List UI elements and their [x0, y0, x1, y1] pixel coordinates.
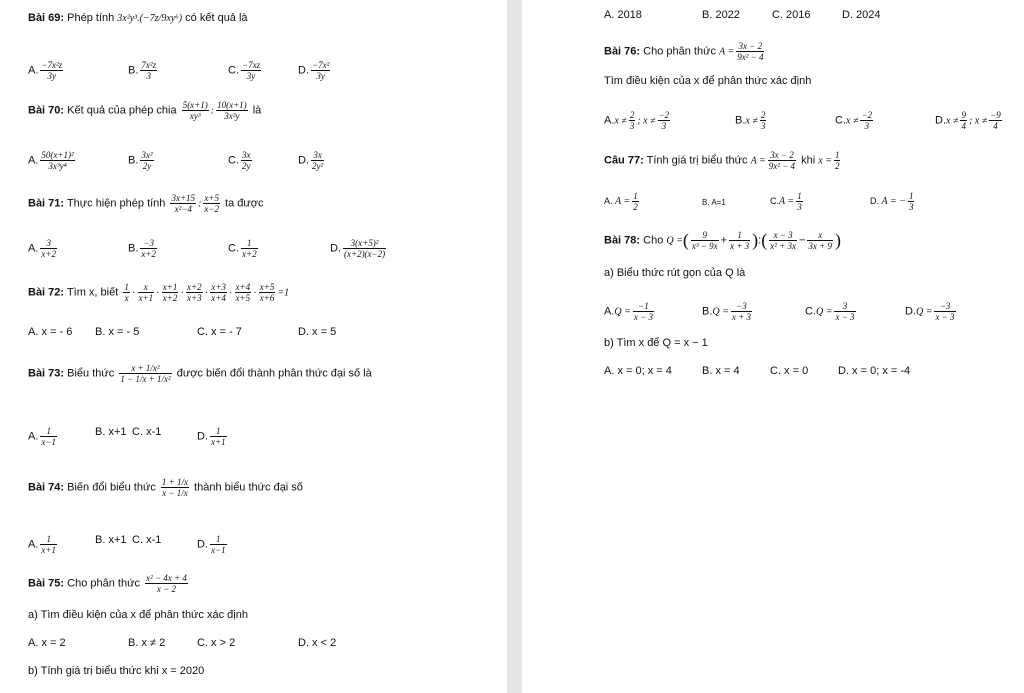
option-key: B. — [128, 242, 139, 255]
math-text: Q = — [614, 306, 631, 318]
numerator: 1 — [797, 191, 802, 201]
fraction — [960, 110, 967, 131]
numerator: 1 — [247, 238, 252, 248]
problem-text: Tìm x, biết — [66, 286, 119, 299]
numerator: x — [143, 282, 148, 292]
option-value: x+1 — [108, 534, 127, 546]
fraction — [40, 534, 57, 555]
option-key: C. — [228, 64, 239, 77]
option-key: B. — [702, 198, 710, 207]
problem-label: Bài 72: — [28, 286, 65, 299]
fraction — [210, 426, 227, 447]
subquestion-b: b) Tính giá trị biểu thức khi x = 2020 — [28, 665, 205, 677]
problem-label: Bài 76: — [604, 45, 641, 58]
problem-label: Bài 73: — [28, 367, 65, 380]
math-lhs: A = — [750, 155, 766, 167]
numerator: 1 — [737, 230, 742, 240]
numerator: −3 — [736, 301, 747, 311]
fraction — [186, 282, 203, 303]
denominator: x+2 — [242, 249, 257, 259]
denominator: 3 — [140, 70, 157, 81]
denominator: 2 — [633, 202, 638, 212]
option-key: C. — [228, 154, 239, 167]
denominator: 4 — [989, 120, 1002, 131]
denominator: 3 — [860, 120, 873, 131]
numerator: x+2 — [187, 282, 202, 292]
option-a[interactable] — [28, 534, 59, 555]
numerator: 5(x+1) — [182, 100, 208, 110]
denominator: x + 3 — [731, 312, 751, 322]
option-a[interactable] — [28, 238, 59, 259]
option-key: D. — [330, 242, 341, 255]
fraction — [170, 193, 196, 214]
fraction — [259, 282, 276, 303]
numerator: x+4 — [235, 282, 251, 292]
denominator: (x+2)(x−2) — [344, 249, 386, 259]
math-text: Q = — [712, 306, 729, 318]
numerator: 3(x+5)² — [350, 238, 379, 248]
option-key: B. — [735, 114, 746, 127]
option-key: D. — [870, 195, 879, 206]
option-d[interactable] — [298, 60, 332, 81]
problem-73 — [28, 363, 372, 384]
problem-label: Bài 75: — [28, 577, 65, 590]
fraction — [731, 301, 752, 322]
option-c[interactable]: C. x > 2 — [197, 637, 236, 649]
fraction — [729, 230, 750, 251]
problem-text-tail: ta được — [225, 197, 264, 210]
problem-74 — [28, 477, 303, 498]
option-key: A. — [28, 64, 39, 77]
option-a[interactable] — [604, 110, 672, 131]
numerator: −2 — [861, 110, 873, 120]
problem-text: Kết quả của phép chia — [67, 104, 177, 117]
fraction — [632, 191, 639, 212]
fraction — [216, 100, 248, 121]
numerator: 2 — [760, 110, 766, 120]
option-a[interactable]: A. x = 2 — [28, 637, 66, 649]
problem-text: Biểu thức — [67, 367, 115, 380]
denominator: 9x² − 4 — [768, 161, 796, 171]
option-c[interactable]: C. x = 0 — [770, 365, 809, 377]
fraction — [210, 534, 227, 555]
denominator: 3 — [797, 202, 802, 212]
option-key: A. — [28, 154, 39, 167]
problem-label: Bài 74: — [28, 481, 65, 494]
denominator: 3 — [908, 202, 914, 212]
math-lhs: A = — [719, 46, 735, 58]
question-text: Tìm điều kiện của x để phân thức xác định — [604, 75, 812, 87]
option-key: C. — [805, 305, 816, 318]
math-text: A = — [779, 195, 795, 207]
numerator: 3x − 2 — [738, 41, 763, 51]
fraction — [162, 282, 179, 303]
denominator: x − 3 — [835, 312, 855, 322]
math-text: x ≠ — [614, 115, 627, 127]
option-b[interactable] — [735, 110, 768, 131]
problem-text: Cho phân thức — [643, 45, 716, 58]
option-b[interactable] — [702, 196, 726, 209]
fraction — [908, 191, 915, 212]
option-key: D. — [935, 114, 946, 127]
option-c[interactable] — [228, 150, 254, 171]
option-value: A=1 — [711, 198, 726, 207]
numerator: 3x — [313, 150, 322, 160]
numerator: x − 3 — [773, 230, 793, 240]
numerator: −7x²z — [41, 60, 63, 70]
denominator: 9x² − 4 — [737, 52, 764, 62]
option-key: C. — [228, 242, 239, 255]
option-key: A. — [604, 114, 615, 127]
option-b[interactable]: B. x = 4 — [702, 365, 740, 377]
fraction — [311, 60, 330, 81]
math-text: x ≠ — [846, 115, 859, 127]
fraction — [860, 110, 873, 131]
problem-77 — [604, 150, 842, 171]
option-d[interactable] — [197, 534, 229, 555]
denominator: 2y² — [312, 161, 324, 171]
denominator: 3 — [760, 121, 766, 131]
numerator: 2 — [629, 110, 635, 120]
denominator: x−1 — [211, 545, 226, 555]
problem-text: Phép tính — [67, 12, 115, 24]
problem-text-tail: được biến đổi thành phân thức đại số là — [176, 367, 372, 380]
condition: x = — [818, 155, 832, 167]
problem-text: Cho phân thức — [67, 577, 140, 590]
fraction — [934, 301, 955, 322]
denominator: 3x²y — [216, 110, 248, 121]
denominator: 3x + 9 — [808, 241, 832, 251]
problem-label: Bài 78: — [604, 234, 641, 247]
math-text: Q = — [916, 306, 933, 318]
fraction — [40, 150, 74, 171]
fraction — [311, 150, 324, 171]
math-text: x ≠ — [946, 115, 959, 127]
option-value: x-1 — [146, 534, 162, 546]
option-a[interactable] — [28, 150, 77, 171]
denominator: 3x³y⁴ — [40, 160, 74, 171]
equation-rhs: =1 — [277, 287, 290, 299]
problem-76 — [604, 41, 766, 62]
fraction — [241, 238, 258, 259]
denominator: x²−4 — [170, 203, 196, 214]
problem-text-tail: thành biểu thức đại số — [194, 481, 303, 494]
numerator: 1 — [633, 191, 638, 201]
option-d[interactable]: D. 2024 — [842, 9, 881, 21]
problem-78: Bài 78: Cho Q =( $\frac{9}{\text{x³ − 9x}}$ + $\frac{1}{x + 3}$ ):( $\frac{x - 3}{\text{x² + 3x}}$ − $\frac{x}{3x + 9}$ ) — [604, 230, 841, 251]
denominator: 2y — [140, 160, 153, 171]
option-key: D. — [197, 430, 208, 443]
option-c[interactable] — [228, 60, 263, 81]
option-b[interactable]: B. x = - 5 — [95, 326, 140, 338]
option-c[interactable] — [228, 238, 260, 259]
denominator: x+1 — [211, 437, 226, 447]
numerator: 1 — [124, 282, 129, 292]
option-key: C. — [835, 114, 846, 127]
option-a[interactable] — [604, 191, 641, 212]
denominator: x − 2 — [145, 583, 188, 594]
option-key: B. — [128, 154, 139, 167]
problem-69 — [28, 12, 248, 25]
option-key: B. — [702, 305, 713, 318]
option-c[interactable]: C. x = - 7 — [197, 326, 242, 338]
option-key: B. — [128, 64, 139, 77]
denominator: 4 — [961, 121, 966, 131]
option-a[interactable] — [28, 426, 59, 447]
option-d[interactable] — [330, 238, 388, 259]
numerator: 3x − 2 — [770, 150, 794, 160]
fraction — [807, 230, 833, 251]
numerator: −2 — [658, 110, 670, 120]
numerator: x+3 — [211, 282, 226, 292]
fraction — [241, 60, 261, 81]
option-value: x+1 — [108, 426, 127, 438]
fraction — [138, 282, 155, 303]
fraction — [736, 41, 764, 62]
problem-label: Bài 69: — [28, 12, 65, 24]
numerator: −1 — [638, 301, 649, 311]
math-text: ; x ≠ — [968, 115, 988, 127]
denominator: 3 — [658, 120, 671, 131]
denominator: 3y — [40, 70, 63, 81]
numerator: 50(x+1)² — [41, 150, 74, 160]
denominator: xy³ — [182, 110, 209, 121]
denominator: x² + 3x — [770, 241, 796, 251]
fraction — [40, 60, 63, 81]
option-d[interactable] — [197, 426, 229, 447]
option-c[interactable] — [132, 426, 161, 439]
option-a[interactable] — [604, 301, 656, 322]
option-b[interactable] — [128, 238, 159, 259]
fraction — [629, 110, 636, 131]
fraction — [760, 110, 767, 131]
numerator: 1 — [216, 426, 221, 436]
problem-text: Tính giá trị biểu thức — [646, 154, 748, 167]
problem-label: Bài 70: — [28, 104, 65, 117]
numerator: 1 + 1/x — [161, 477, 188, 487]
fraction — [210, 282, 227, 303]
problem-text: Thực hiện phép tính — [66, 197, 166, 210]
option-b[interactable]: B. 2022 — [702, 9, 740, 21]
option-key: B. — [95, 426, 106, 438]
complex-fraction — [119, 363, 171, 384]
problem-text-tail: là — [252, 104, 262, 117]
option-d[interactable] — [298, 150, 326, 171]
numerator: 1 — [46, 534, 51, 544]
denominator: x − 1/x — [162, 488, 188, 498]
option-key: A. — [604, 195, 613, 206]
problem-71: Bài 71: Thực hiện phép tính $\frac{3x+15}{\text{x²−4}}$ : $\frac{x+5}{x-2}$ ta được — [28, 193, 264, 214]
fraction — [834, 301, 855, 322]
denominator: 3y — [241, 70, 261, 81]
numerator: 3x² — [141, 150, 153, 160]
option-d[interactable]: D. x = 5 — [298, 326, 337, 338]
fraction — [796, 191, 803, 212]
option-d[interactable] — [905, 301, 958, 322]
option-c[interactable] — [770, 191, 805, 212]
complex-fraction — [161, 477, 189, 498]
option-key: A. — [604, 305, 615, 318]
denominator: x+1 — [41, 545, 56, 555]
denominator: x+2 — [41, 249, 56, 259]
numerator: −9 — [990, 110, 1001, 120]
numerator: x² − 4x + 4 — [146, 573, 187, 583]
fraction — [140, 60, 157, 81]
math-text: A = − — [881, 195, 906, 207]
fraction — [769, 230, 797, 251]
math-text: A = — [615, 195, 631, 207]
fraction — [203, 193, 220, 214]
problem-label: Câu 77: — [604, 154, 644, 167]
numerator: −3 — [939, 301, 951, 311]
problem-text: Biến đổi biểu thức — [67, 481, 156, 494]
denominator: 1 − 1/x + 1/x² — [120, 374, 171, 384]
subquestion-a: a) Biểu thức rút gọn của Q là — [604, 267, 746, 279]
denominator: x + 3 — [730, 241, 750, 251]
option-c[interactable]: C. 2016 — [772, 9, 811, 21]
fraction — [989, 110, 1002, 131]
subquestion-a: a) Tìm điều kiện của x để phân thức xác định — [28, 609, 248, 621]
problem-70: Bài 70: Kết quả của phép chia $\frac{5(x+1)}{\text{xy³}}$ : $\frac{10(x+1)}{\text{3x²y}}$ là — [28, 100, 262, 121]
option-d[interactable]: D. x = 0; x = -4 — [838, 365, 911, 377]
numerator: 3 — [46, 238, 51, 248]
option-b[interactable] — [128, 150, 156, 171]
denominator: x+2 — [162, 293, 178, 303]
numerator: 9 — [702, 230, 707, 240]
left-page — [0, 0, 507, 693]
numerator: x+5 — [204, 193, 219, 203]
option-b[interactable]: B. x ≠ 2 — [128, 637, 166, 649]
option-key: D. — [905, 305, 916, 318]
numerator: 1 — [834, 150, 840, 160]
denominator: x+4 — [211, 293, 226, 303]
numerator: 1 — [46, 426, 51, 436]
denominator: x − 3 — [935, 312, 955, 322]
option-key: D. — [298, 64, 309, 77]
fraction — [140, 238, 157, 259]
denominator: x+5 — [235, 293, 251, 303]
option-key: A. — [28, 430, 39, 443]
math-lhs: Q = — [666, 235, 683, 247]
right-page — [522, 0, 1024, 693]
numerator: 9 — [961, 110, 966, 120]
numerator: 7x²z — [141, 60, 157, 70]
numerator: x+1 — [162, 282, 178, 292]
option-key: A. — [28, 242, 39, 255]
condition-word: khi — [801, 154, 816, 167]
subquestion-b: b) Tìm x để Q = x − 1 — [604, 337, 708, 349]
fraction — [140, 150, 153, 171]
option-b[interactable] — [128, 60, 159, 81]
numerator: x — [818, 230, 823, 240]
numerator: x+5 — [259, 282, 275, 292]
fraction — [691, 230, 719, 251]
denominator: x − 3 — [633, 312, 653, 322]
numerator: 3x+15 — [171, 193, 196, 203]
denominator: x−2 — [204, 204, 219, 214]
fraction — [343, 238, 386, 259]
math-text: x ≠ — [745, 115, 758, 127]
option-a[interactable] — [28, 60, 65, 81]
option-key: D. — [298, 154, 309, 167]
option-key: A. — [28, 538, 39, 551]
option-b[interactable] — [702, 301, 754, 322]
option-key: C. — [770, 195, 779, 206]
numerator: x + 1/x² — [131, 363, 160, 373]
numerator: −3 — [143, 238, 154, 248]
denominator: x³ − 9x — [691, 241, 718, 251]
fraction — [235, 282, 252, 303]
fraction — [241, 150, 252, 171]
denominator: 2 — [834, 161, 840, 171]
denominator: 3 — [629, 121, 635, 131]
problem-72: Bài 72: Tìm x, biết $\frac{1}{x}$ · $\frac{x}{x+1}$ · $\frac{x+1}{x+2}$ · $\frac{x+2}{x+3}$ · $\frac{x+3}{x+4}$ · $\frac{x+4}{x+5}$ · $\frac{x+5}{x+6}$ =1 — [28, 282, 290, 303]
math-text: ; x ≠ — [637, 115, 656, 127]
option-key: D. — [197, 538, 208, 551]
fraction — [123, 282, 130, 303]
fraction — [40, 426, 57, 447]
numerator: 10(x+1) — [217, 100, 247, 110]
fraction — [40, 238, 57, 259]
option-key: C. — [132, 534, 143, 546]
problem-text-tail: có kết quả là — [185, 12, 248, 24]
option-d[interactable]: D. x < 2 — [298, 637, 337, 649]
numerator: −7xz — [242, 60, 261, 70]
option-b[interactable] — [95, 426, 127, 439]
denominator: x+2 — [141, 249, 156, 259]
option-key: C. — [132, 426, 143, 438]
denominator: x+1 — [138, 293, 154, 303]
fraction — [834, 150, 841, 171]
option-c[interactable] — [132, 534, 161, 547]
option-c[interactable] — [805, 301, 858, 322]
numerator: 3 — [842, 301, 848, 311]
denominator: 2y — [242, 161, 251, 171]
problem-75 — [28, 573, 190, 594]
option-value: x-1 — [146, 426, 162, 438]
fraction — [658, 110, 671, 131]
math-text: Q = — [816, 306, 833, 318]
fraction — [633, 301, 654, 322]
option-b[interactable] — [95, 534, 127, 547]
option-d[interactable] — [935, 110, 1004, 131]
math-expression: 3x²y³.(−7z/9xy⁶) — [117, 13, 183, 24]
option-key: B. — [95, 534, 106, 546]
option-d[interactable] — [870, 191, 916, 212]
option-a[interactable]: A. x = 0; x = 4 — [604, 365, 672, 377]
numerator: −7x² — [312, 60, 330, 70]
numerator: 3x — [242, 150, 251, 160]
denominator: x — [124, 293, 129, 303]
numerator: 1 — [908, 191, 914, 201]
numerator: 1 — [216, 534, 221, 544]
option-c[interactable] — [835, 110, 875, 131]
denominator: 3y — [311, 70, 330, 81]
problem-label: Bài 71: — [28, 197, 65, 210]
option-a[interactable]: A. 2018 — [604, 9, 642, 21]
denominator: x+6 — [259, 293, 275, 303]
denominator: x+3 — [187, 293, 202, 303]
problem-text: Cho — [643, 234, 664, 247]
denominator: x−1 — [41, 437, 56, 447]
fraction — [768, 150, 796, 171]
fraction — [182, 100, 209, 121]
fraction — [145, 573, 188, 594]
option-a[interactable]: A. x = - 6 — [28, 326, 73, 338]
